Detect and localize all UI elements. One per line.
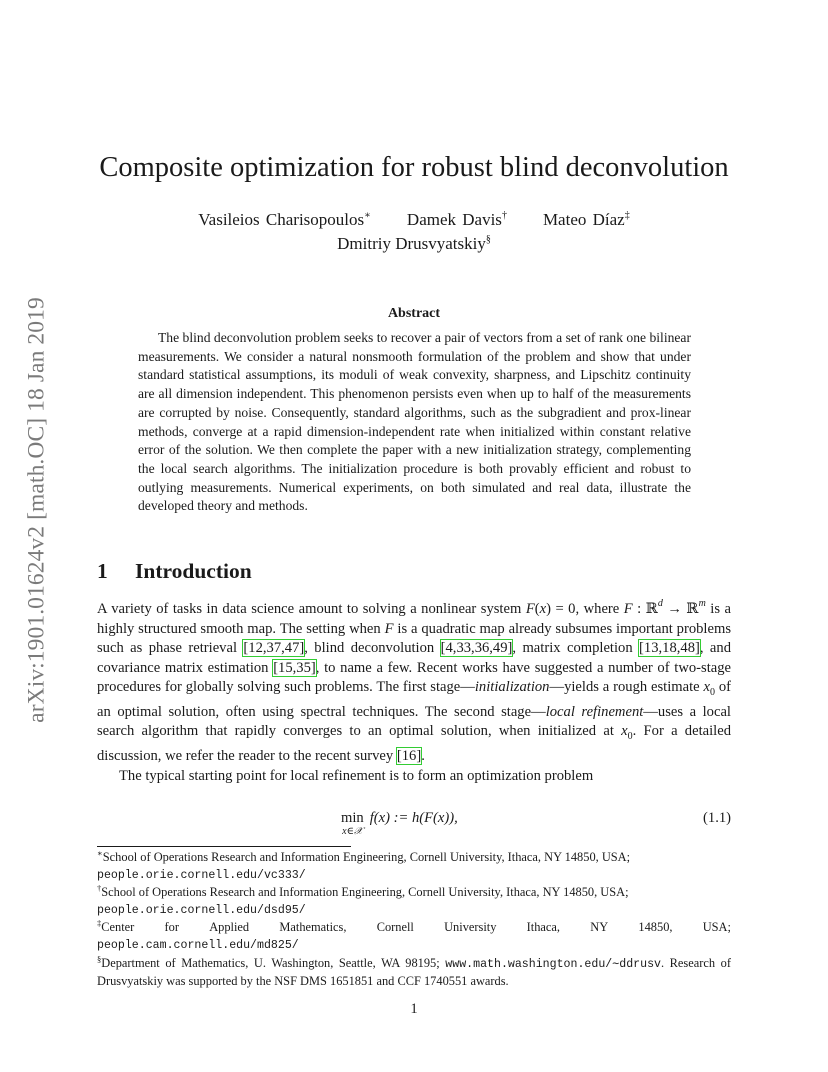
- abstract-heading: Abstract: [387, 306, 441, 321]
- abstract-body: [138, 329, 691, 516]
- intro-paragraph-1: A variety of tasks in data science amount to solving a nonlinear system F(x) = 0, where F : ℝ$^d$ → ℝ$^m$ is a highly structured smooth map. The setting when F is a quadratic map already subsumes important problems such as phase retrieval [12,37,47], blind deconvolution [4,33,36,49], matrix completion [13,18,48], and covariance matrix estimation [15,35], to name a few. Recent works have suggested a number of two-stage procedures for globally solving such problems. The first stage—initialization—yields a rough estimate $x_0$ of an optimal solution, often using spectral techniques. The second stage—local refinement—uses a local search algorithm that rapidly converges to an optimal solution, when initialized at $x_0$. For a detailed discussion, we refer the reader to the recent survey [16].: [97, 598, 732, 764]
- intro-text: [97, 600, 731, 786]
- author-name: Dmitriy Drusvyatskiy: [337, 234, 486, 253]
- footnotes: [97, 849, 731, 990]
- citation-link[interactable]: [12,37,47]: [243, 640, 305, 657]
- author-name: Mateo Díaz: [542, 210, 625, 229]
- section-number: 1: [97, 559, 108, 583]
- section-heading: [97, 559, 252, 584]
- intro-paragraph-2: The typical starting point for local refinement is to form an optimization problem: [119, 767, 594, 784]
- arxiv-sidebar-stamp: [22, 272, 52, 748]
- footnote-url[interactable]: people.orie.cornell.edu/vc333/: [97, 868, 306, 882]
- author-mark: ∗: [364, 210, 371, 221]
- footnote-rule: [97, 846, 351, 847]
- equation-min-operator: min x∈𝒳: [341, 810, 364, 837]
- citation-link[interactable]: [15,35]: [273, 659, 316, 676]
- citation-link[interactable]: [13,18,48]: [639, 640, 700, 657]
- footnote-3: ‡Center for Applied Mathematics, Cornell University Ithaca, NY 14850, USA; people.cam.cornell.edu/md825/: [97, 918, 731, 952]
- author-line-1: [0, 210, 828, 230]
- author-name: Vasileios Charisopoulos: [198, 210, 365, 229]
- citation-link[interactable]: [4,33,36,49]: [440, 640, 513, 657]
- abstract-text: The blind deconvolution problem seeks to recover a pair of vectors from a set of rank one bilinear measurements. We consider a natural nonsmooth formulation of the problem and show that under standard statistical assumptions, its moduli of weak convexity, sharpness, and Lipschitz continuity are all dimension independent. This phenomenon persists even when up to half of the measurements are corrupted by noise. Consequently, standard algorithms, such as the subgradient and prox-linear methods, converge at a rapid dimension-independent rate when initialized within constant relative error of the solution. We then complete the paper with a new initialization strategy, complementing the local search algorithms. The initialization procedure is both provably efficient and robust to outlying measurements. Numerical experiments, on both simulated and real data, illustrate the developed theory and methods.: [138, 330, 691, 514]
- equation-expression: f(x) := h(F(x)),: [369, 810, 458, 826]
- footnote-url[interactable]: people.cam.cornell.edu/md825/: [97, 938, 299, 952]
- footnote-url[interactable]: people.orie.cornell.edu/dsd95/: [97, 903, 306, 917]
- author-mark: §: [485, 234, 491, 245]
- equation-number: (1.1): [703, 810, 731, 826]
- paper-title: Composite optimization for robust blind deconvolution: [99, 152, 729, 183]
- footnote-4: §Department of Mathematics, U. Washington, Seattle, WA 98195; www.math.washington.edu/∼ddrusv. Research of Drusvyatskiy was supported by the NSF DMS 1651851 and CCF 1740551 awards.: [97, 953, 731, 989]
- author-name: Damek Davis: [406, 210, 502, 229]
- author-line-2: [0, 234, 828, 254]
- arxiv-identifier: arXiv:1901.01624v2 [math.OC] 18 Jan 2019: [23, 297, 50, 723]
- citation-link[interactable]: [16]: [396, 747, 422, 764]
- equation-body: [341, 810, 458, 837]
- page-number: 1: [410, 1001, 418, 1017]
- footnote-url[interactable]: www.math.washington.edu/∼ddrusv: [445, 957, 661, 971]
- footnote-1: ∗School of Operations Research and Information Engineering, Cornell University, Ithaca, NY 14850, USA; people.orie.cornell.edu/vc333/: [97, 848, 631, 882]
- footnote-2: †School of Operations Research and Information Engineering, Cornell University, Ithaca, NY 14850, USA; people.orie.cornell.edu/dsd95/: [97, 883, 629, 917]
- section-title: Introduction: [135, 559, 252, 583]
- author-mark: ‡: [624, 210, 630, 221]
- equation-1-1: [97, 808, 731, 842]
- author-mark: †: [501, 210, 507, 221]
